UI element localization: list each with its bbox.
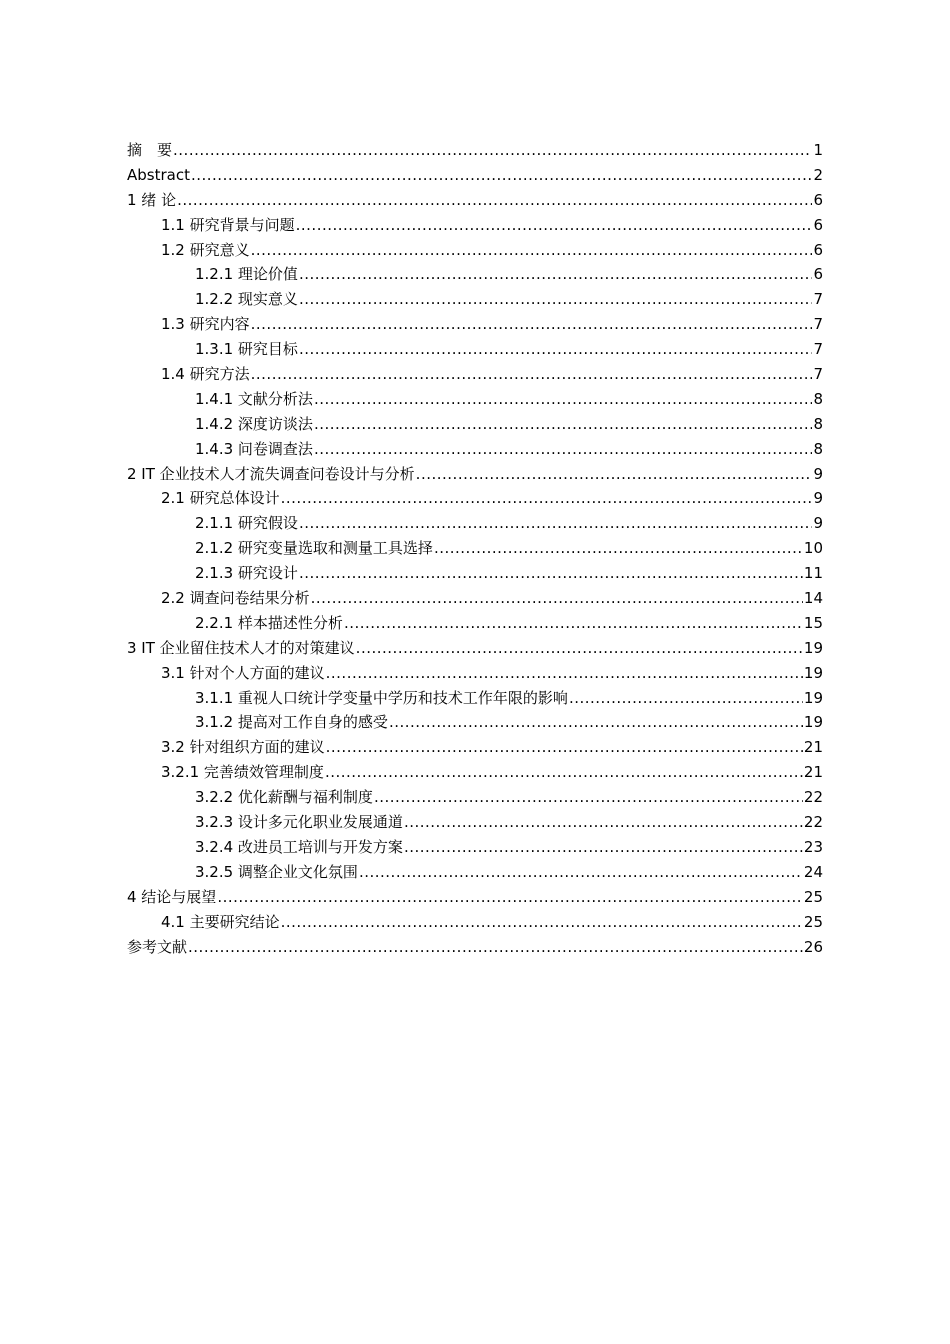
toc-entry[interactable] bbox=[127, 661, 823, 686]
toc-entry-page-number: 9 bbox=[813, 514, 823, 533]
toc-entry-title: 参考文献 bbox=[127, 937, 188, 956]
toc-entry-title: Abstract bbox=[127, 165, 190, 184]
toc-entry-page-number: 19 bbox=[803, 663, 823, 682]
toc-entry-page-number: 11 bbox=[803, 564, 823, 583]
toc-entry[interactable] bbox=[127, 686, 823, 711]
toc-dot-leader bbox=[191, 163, 812, 188]
toc-entry-title: 1.4.3 问卷调查法 bbox=[195, 439, 313, 458]
toc-entry-title: 摘 要 bbox=[127, 141, 173, 159]
toc-entry[interactable] bbox=[127, 561, 823, 586]
toc-entry[interactable] bbox=[127, 710, 823, 735]
toc-entry[interactable] bbox=[127, 238, 823, 263]
toc-entry-title: 1.1 研究背景与问题 bbox=[161, 215, 295, 234]
toc-entry[interactable] bbox=[127, 835, 823, 860]
toc-entry-page-number: 22 bbox=[803, 788, 823, 807]
toc-dot-leader bbox=[326, 735, 803, 760]
toc-entry-page-number: 6 bbox=[813, 265, 823, 284]
toc-entry[interactable] bbox=[127, 138, 823, 163]
toc-entry-page-number: 19 bbox=[803, 688, 823, 707]
toc-entry[interactable] bbox=[127, 760, 823, 785]
toc-entry-title: 2.2 调查问卷结果分析 bbox=[161, 589, 310, 608]
toc-entry-page-number: 7 bbox=[813, 365, 823, 384]
toc-entry[interactable] bbox=[127, 287, 823, 312]
toc-dot-leader bbox=[251, 312, 813, 337]
toc-entry-page-number: 6 bbox=[813, 215, 823, 234]
toc-entry-page-number: 6 bbox=[813, 190, 823, 209]
toc-entry-page-number: 21 bbox=[803, 738, 823, 757]
toc-entry-title: 2.1.3 研究设计 bbox=[195, 564, 298, 583]
toc-dot-leader bbox=[299, 511, 813, 536]
toc-dot-leader bbox=[299, 262, 813, 287]
toc-entry-page-number: 10 bbox=[803, 539, 823, 558]
toc-dot-leader bbox=[299, 337, 813, 362]
toc-dot-leader bbox=[404, 835, 803, 860]
toc-entry-title: 1.3.1 研究目标 bbox=[195, 340, 298, 359]
toc-dot-leader bbox=[359, 860, 803, 885]
toc-entry-title: 1 绪 论 bbox=[127, 190, 177, 209]
toc-entry-title: 4.1 主要研究结论 bbox=[161, 912, 280, 931]
toc-dot-leader bbox=[326, 661, 803, 686]
toc-entry-title: 1.4 研究方法 bbox=[161, 365, 250, 384]
toc-dot-leader bbox=[314, 412, 813, 437]
toc-dot-leader bbox=[299, 287, 813, 312]
toc-entry-page-number: 25 bbox=[803, 887, 823, 906]
toc-entry[interactable] bbox=[127, 885, 823, 910]
toc-dot-leader bbox=[374, 785, 803, 810]
toc-entry-title: 3.2.2 优化薪酬与福利制度 bbox=[195, 788, 373, 807]
toc-entry[interactable] bbox=[127, 586, 823, 611]
toc-entry-page-number: 26 bbox=[803, 937, 823, 956]
toc-entry-page-number: 9 bbox=[813, 464, 823, 483]
toc-dot-leader bbox=[404, 810, 803, 835]
toc-dot-leader bbox=[416, 462, 813, 487]
toc-entry[interactable] bbox=[127, 511, 823, 536]
toc-entry-title: 1.2 研究意义 bbox=[161, 240, 250, 259]
toc-entry-page-number: 7 bbox=[813, 315, 823, 334]
toc-dot-leader bbox=[356, 636, 803, 661]
toc-entry-title: 1.4.2 深度访谈法 bbox=[195, 414, 313, 433]
toc-dot-leader bbox=[569, 686, 803, 711]
toc-dot-leader bbox=[314, 387, 813, 412]
toc-entry-title: 1.2.1 理论价值 bbox=[195, 265, 298, 284]
toc-entry-title: 1.2.2 现实意义 bbox=[195, 290, 298, 309]
toc-entry-title: 3.2.4 改进员工培训与开发方案 bbox=[195, 837, 403, 856]
toc-entry[interactable] bbox=[127, 536, 823, 561]
toc-entry-title: 2.2.1 样本描述性分析 bbox=[195, 613, 343, 632]
toc-entry[interactable] bbox=[127, 362, 823, 387]
toc-entry-page-number: 8 bbox=[813, 389, 823, 408]
toc-entry-title: 3.1.2 提高对工作自身的感受 bbox=[195, 713, 388, 732]
toc-entry[interactable] bbox=[127, 262, 823, 287]
toc-dot-leader bbox=[281, 910, 803, 935]
toc-entry-title: 2 IT 企业技术人才流失调查问卷设计与分析 bbox=[127, 464, 415, 483]
toc-entry-page-number: 7 bbox=[813, 290, 823, 309]
toc-entry[interactable] bbox=[127, 810, 823, 835]
toc-entry[interactable] bbox=[127, 785, 823, 810]
toc-entry-page-number: 19 bbox=[803, 638, 823, 657]
toc-entry-page-number: 6 bbox=[813, 240, 823, 259]
toc-entry-page-number: 1 bbox=[813, 141, 823, 159]
toc-entry-page-number: 8 bbox=[813, 439, 823, 458]
toc-dot-leader bbox=[251, 238, 813, 263]
toc-dot-leader bbox=[296, 213, 813, 238]
toc-entry[interactable] bbox=[127, 636, 823, 661]
toc-dot-leader bbox=[299, 561, 803, 586]
toc-entry-title: 3.2.5 调整企业文化氛围 bbox=[195, 862, 358, 881]
table-of-contents bbox=[127, 138, 823, 959]
toc-entry[interactable] bbox=[127, 462, 823, 487]
toc-entry-title: 3.2.3 设计多元化职业发展通道 bbox=[195, 813, 403, 832]
toc-dot-leader bbox=[389, 710, 803, 735]
toc-entry[interactable] bbox=[127, 163, 823, 188]
toc-entry[interactable] bbox=[127, 188, 823, 213]
toc-entry[interactable] bbox=[127, 412, 823, 437]
toc-entry-title: 2.1.2 研究变量选取和测量工具选择 bbox=[195, 539, 433, 558]
toc-entry-page-number: 24 bbox=[803, 862, 823, 881]
toc-entry[interactable] bbox=[127, 337, 823, 362]
toc-entry-title: 4 结论与展望 bbox=[127, 887, 217, 906]
toc-entry[interactable] bbox=[127, 611, 823, 636]
toc-entry[interactable] bbox=[127, 387, 823, 412]
toc-entry-title: 3.1 针对个人方面的建议 bbox=[161, 663, 325, 682]
toc-entry-title: 2.1 研究总体设计 bbox=[161, 489, 280, 508]
toc-dot-leader bbox=[281, 486, 813, 511]
toc-dot-leader bbox=[251, 362, 813, 387]
toc-entry-page-number: 23 bbox=[803, 837, 823, 856]
toc-dot-leader bbox=[325, 760, 803, 785]
toc-entry-page-number: 8 bbox=[813, 414, 823, 433]
toc-dot-leader bbox=[311, 586, 803, 611]
toc-entry-page-number: 9 bbox=[813, 489, 823, 508]
toc-dot-leader bbox=[177, 188, 812, 213]
toc-entry[interactable] bbox=[127, 860, 823, 885]
toc-entry-page-number: 19 bbox=[803, 713, 823, 732]
toc-dot-leader bbox=[314, 437, 813, 462]
toc-entry-title: 1.4.1 文献分析法 bbox=[195, 389, 313, 408]
toc-entry-title: 3 IT 企业留住技术人才的对策建议 bbox=[127, 638, 355, 657]
toc-entry[interactable] bbox=[127, 312, 823, 337]
toc-dot-leader bbox=[173, 138, 812, 163]
toc-entry[interactable] bbox=[127, 486, 823, 511]
toc-entry[interactable] bbox=[127, 735, 823, 760]
toc-entry-title: 1.3 研究内容 bbox=[161, 315, 250, 334]
toc-entry-page-number: 2 bbox=[813, 165, 823, 184]
toc-dot-leader bbox=[344, 611, 803, 636]
toc-entry-page-number: 7 bbox=[813, 340, 823, 359]
toc-entry-page-number: 21 bbox=[803, 763, 823, 782]
toc-entry-page-number: 22 bbox=[803, 813, 823, 832]
toc-dot-leader bbox=[188, 935, 803, 960]
toc-dot-leader bbox=[434, 536, 803, 561]
toc-entry-page-number: 25 bbox=[803, 912, 823, 931]
toc-entry-page-number: 14 bbox=[803, 589, 823, 608]
toc-entry-title: 3.2 针对组织方面的建议 bbox=[161, 738, 325, 757]
toc-entry-title: 3.1.1 重视人口统计学变量中学历和技术工作年限的影响 bbox=[195, 688, 568, 707]
toc-dot-leader bbox=[217, 885, 803, 910]
toc-entry-title: 3.2.1 完善绩效管理制度 bbox=[161, 763, 324, 782]
toc-entry[interactable] bbox=[127, 213, 823, 238]
toc-entry-title: 2.1.1 研究假设 bbox=[195, 514, 298, 533]
toc-entry[interactable] bbox=[127, 910, 823, 935]
toc-entry[interactable] bbox=[127, 935, 823, 960]
toc-entry-page-number: 15 bbox=[803, 613, 823, 632]
toc-entry[interactable] bbox=[127, 437, 823, 462]
